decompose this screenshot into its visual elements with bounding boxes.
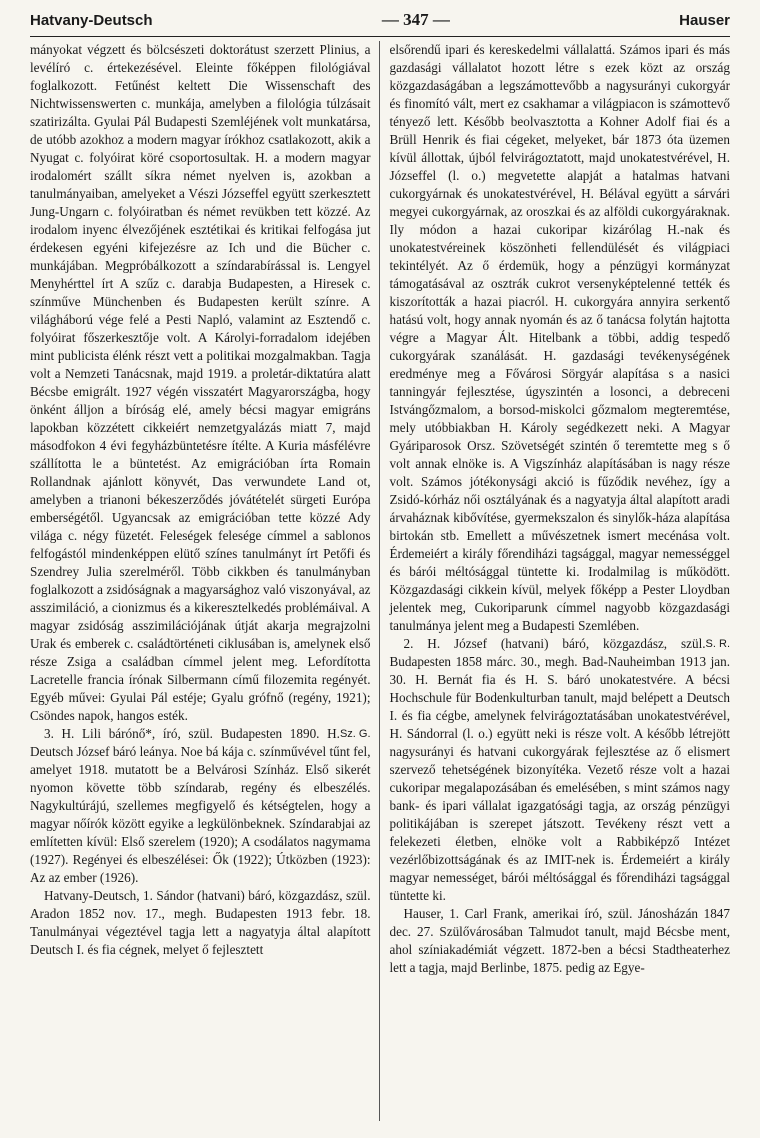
entry-sandor-continuation: elsőrendű ipari és kereskedelmi vállalattá. Számos ipari és más gazdasági vállalatot hozott létre s ezek közt az ország közgazdaságában a legszámottevőbb a nagysurányi cukorgyár és finomító vált, mert ez csakhamar a világpiacon is számottevő tényező lett. Később beolvasztotta a Kohner Adolf fiai és a Brüll Henrik és fiai cégeket, melyeket, bár 1873 óta üzemen kívül állottak, újból felvirágoztatott, majd unokatestvérével, H. Józseffel (l. o.) megvetette alapját a hatalmas hatvani cukorgyárnak és unokatestvérével, H. Bélával együtt a sárvári megyei cukorgyárnak, az oroszkai és az alföldi cukorgyáraknak. Ily módon a hazai cukoripar kizárólag H.-nak és unokatestvéreinek köszönheti fellendülését és világpiaci tekintélyét. Az ő érdemük, hogy a pénzügyi kormányzat támogatásával az osztrák cukrot versenyképtelenné tették és kiszorították a hazai piacról. H. cukorgyára annyira serkentő hatású volt, hogy annak nyomán és az ő tanácsa folytán hajtotta végre a Magyar Ált. Hitelbank a többi, addig tespedő cukorgyárak szanálását. H. gazdasági tevékenységének eredménye meg a Fővárosi Sörgyár alapítása s a nasici tanningyár fejlesztése, úgyszintén a losonci, a debreceni Istvángőzmalom, a borsod-miskolci gőzmalom megteremtése, mely utóbbiakban H. Károly segédkezett neki. A Magyar Gyáriparosok Orsz. Szövetségét szintén ő teremtette meg s ő volt annak elnöke is. A Vigszínház alapításában is nagy része volt. Számos jótékonysági akció is fűződik nevéhez, így a Zsidó-kórház női osztályának és a nagyatyja által alapított aradi árvaháznak kibővítése, gyermekszalon és sinylők-háza alapítása birtokán stb. Emellett a művészetnek ismert mecénása volt. Érdemeiért a király főrendiházi tagsággal, magyar nemességgel és bárói méltósággal tüntette ki. Irodalmilag is működött. Közgazdasági cikkein kívül, melyek főképp a Pester Lloydban jelentek meg, Cukoriparunk címmel nagyobb közgazdasági tanulmánya jelent meg a Budapesti Szemlében.: [389, 42, 730, 633]
left-column: [30, 41, 380, 1121]
header-left-keyword: Hatvany-Deutsch: [30, 12, 153, 29]
header-rule: [30, 36, 730, 37]
author-signature: Sz. G.: [339, 728, 371, 740]
entry-lili-baroness: 3. H. Lili bárónő*, író, szül. Budapesten 1890. H. Deutsch József báró leánya. Noe bá kája c. színművével tűnt fel, amelyet 1918. mutatott be a Belvárosi Színház. Első sikerét nyomon követte több színdarab, regény és elbeszélés. Nagykultúrájú, szellemes megfigyelő és kétségtelen, hogy a magyar nőírók között egyike a legkülönbeknek. Színdarabjai az említetten kívül: Első szerelem (1920); A csodálatos nagymama (1927). Regényei és elbeszélései: Ők (1922); Útközben (1923): Az az ember (1926).: [30, 726, 371, 885]
header-right-keyword: Hauser: [679, 12, 730, 29]
entry-jozsef-baron: 2. H. József (hatvani) báró, közgazdász, szül. Budapesten 1858 márc. 30., megh. Bad-Nauheimban 1913 jan. 30. H. Bernát fia és H. S. báró unokatestvére. A bécsi Hochschule für Bodenkulturban tanult, majd belépett a Deutsch I. és fia cégbe, amelynek felvirágoztatásában unokatestvérével, H. Sándorral (l. o.) együtt neki is része volt. A később létrejött nagysurányi és hatvani cukorgyárak fejlesztése az ő elismert szervező tehetségének bizonyítéka. Vezető része volt a hazai cukoripar megalapozásában és emelésében, s mint számos nagy bank- és ipari vállalat igazgatósági tagja, az ország pénzügyi politikájában is szerepet játszott. Tevékeny részt vett a felekezeti életben, elnöke volt a Rabbiképző Intézet vezérlőbizottságának és az IMIT-nek is. Érdemeiért a király magyar nemességet, bárói méltósággal és főrendiházi tagsággal tüntette ki.: [389, 636, 730, 903]
text-columns: [30, 41, 730, 1121]
entry-continuation-text: mányokat végzett és bölcsészeti doktorátust szerzett Plinius, a levélíró c. értekezésével. Eleinte főképpen filológiával foglalkozott. Fetűnést keltett Die Wissenschaft des Nichtwissenswerten c. munkája, amelyben a filológia túlzásait szatirizálta. Gyulai Pál Budapesti Szemléjének volt munkatársa, de utóbb azokhoz a modern magyar írókhoz csatlakozott, akik a Nyugat c. folyóirat köré csoportosultak. H. a modern magyar irodalomért szállt síkra német nyelven is, azokban a tanulmányaiban, amelyeket a Vészi Józseffel együtt szerkesztett Jung-Ungarn c. folyóiratban és német revükben tett közzé. Az irodalom inyenc élvezőjének esztétikai és kritikai felfogása jut érdekesen egyéni kifejezésre az Ich und die Bücher c. munkájában. Megpróbálkozott a színdarabírással is. Lengyel Menyhérttel írt A szűz c. darabja Budapesten, a Hiresek c. színműve Münchenben és Budapesten került színre. A világháború vége felé a Pesti Napló, valamint az Esztendő c. folyóirat főszerkesztője volt. A Károlyi-forradalom idejében mint publicista élénk részt vett a politikai mozgalmakban. Tagja volt a Nemzeti Tanácsnak, majd 1919. a proletár-diktatúra alatt Bécsbe emigrált. 1927 végén visszatért Magyarországba, hogy önként álljon a bíróság elé, amely bécsi magyar emigráns lapokban közzétett cikkeiért nemzetgyalázás miatt 7, majd másodfokon 4 évi fegyházbüntetésre ítélte. A Kuria másfélévre szállította le a büntetést. Az emigrációban írta Romain Rollandnak ajánlott könyvét, Das verwundete Land ot, amelyben a trianoni békeszerződés jóvátételét sürgeti Európa emberségétől. Ugyancsak az emigrációban tette közzé Ady világa c. négy füzetét. Feleségek felesége címmel a sablonos felfogástól mindenképpen elütő színes tanulmányt írt Petőfi és Szendrey Julia szerelméről. Több cikkben és tanulmányban foglalkozott a zsidóságnak a magyarsághoz való viszonyával, az asszimiláció, a cionizmus és a kikeresztelkedés problémáival. A magyar zsidóság asszimilációjának útját akarja megrajzolni Urak és emberek c. családtörténeti ciklusában is, amelynek első része Zsiga a családban címmel jelent meg. Lefordította Lacretelle francia írónak Silbermann című filozemita regényét. Egyéb művei: Gyulai Pál estéje; Gyalu grófnő (regény, 1921); Csöndes napok, hangos esték.: [30, 42, 371, 723]
page-number: — 347 —: [381, 10, 450, 29]
entry-hatvany-deutsch-sandor: Hatvany-Deutsch, 1. Sándor (hatvani) báró, közgazdász, szül. Aradon 1852 nov. 17., megh. Budapesten 1913 febr. 18. Tanulmányai végeztével tagja lett a nagyatyja által alapított Deutsch I. és fia cégnek, melyet ő fejlesztett: [30, 888, 371, 957]
entry-hauser-carl-frank: Hauser, 1. Carl Frank, amerikai író, szül. Jánosházán 1847 dec. 27. Szülővárosában Talmudot tanult, majd Bécsbe ment, ahol színiakadémiát végzett. 1872-ben a bécsi Stadtheaterhez lett a tagja, majd Berlinbe, 1875. pedig az Egye-: [389, 906, 730, 975]
author-signature: S. R.: [705, 638, 730, 650]
right-column: [380, 41, 731, 1121]
page-header: [30, 10, 730, 36]
